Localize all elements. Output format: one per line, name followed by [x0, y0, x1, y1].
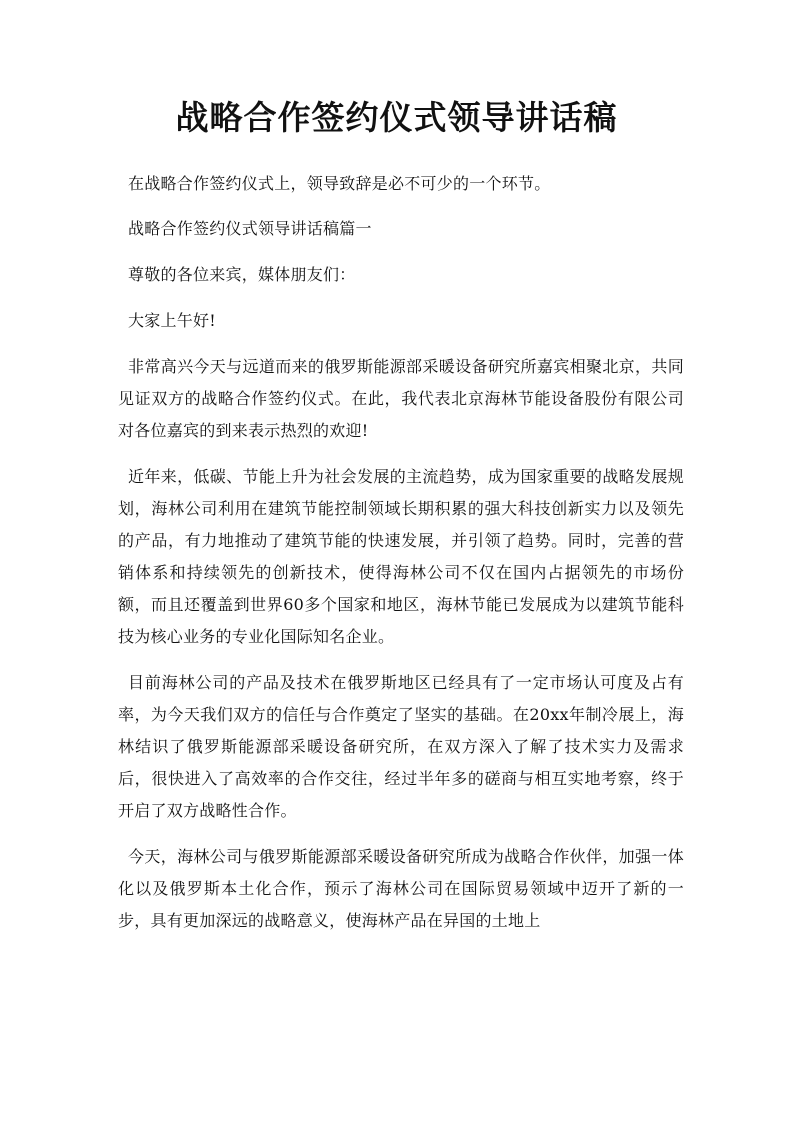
paragraph-partnership: 今天，海林公司与俄罗斯能源部采暖设备研究所成为战略合作伙伴，加强一体化以及俄罗斯本土化合作，预示了海林公司在国际贸易领域中迈开了新的一步，具有更加深远的战略意义，使海林产品在异国的土地上 [118, 847, 684, 930]
document-title: 战略合作签约仪式领导讲话稿 [175, 98, 618, 137]
paragraph-greeting: 大家上午好! [128, 311, 216, 330]
paragraph-salutation: 尊敬的各位来宾，媒体朋友们： [128, 265, 356, 284]
paragraph-background: 近年来，低碳、节能上升为社会发展的主流趋势，成为国家重要的战略发展规划，海林公司利用在建筑节能控制领域长期积累的强大科技创新实力以及领先的产品，有力地推动了建筑节能的快速发展，并引领了趋势。同时，完善的营销体系和持续领先的创新技术，使得海林公司不仅在国内占据领先的市场份额，而且还覆盖到世界60多个国家和地区，海林节能已发展成为以建筑节能科技为核心业务的专业化国际知名企业。 [118, 467, 684, 646]
paragraph-russia-market: 目前海林公司的产品及技术在俄罗斯地区已经具有了一定市场认可度及占有率，为今天我们双方的信任与合作奠定了坚实的基础。在20xx年制冷展上，海林结识了俄罗斯能源部采暖设备研究所，在双方深入了解了技术实力及需求后，很快进入了高效率的合作交往，经过半年多的磋商与相互实地考察，终于开启了双方战略性合作。 [118, 673, 684, 820]
document-body [118, 168, 684, 951]
paragraph-heading: 战略合作签约仪式领导讲话稿篇一 [128, 219, 372, 238]
paragraph-intro: 在战略合作签约仪式上，领导致辞是必不可少的一个环节。 [128, 174, 551, 193]
paragraph-welcome: 非常高兴今天与远道而来的俄罗斯能源部采暖设备研究所嘉宾相聚北京，共同见证双方的战略合作签约仪式。在此，我代表北京海林节能设备股份有限公司对各位嘉宾的到来表示热烈的欢迎! [118, 357, 684, 440]
